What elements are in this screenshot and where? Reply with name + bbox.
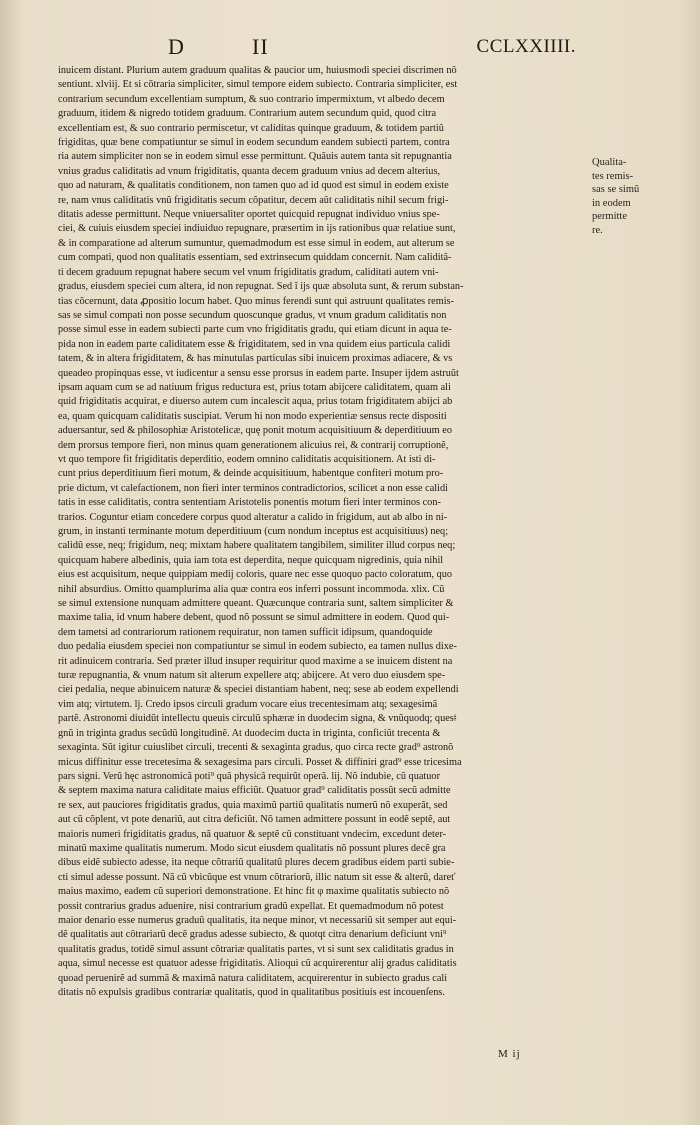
text-line: sas se simul compati non posse secundum quoscunque gradus, vt vnum gradum caliditatis non — [58, 309, 447, 321]
text-line: ria autem simpliciter non se in eodem simul esse permittunt. Quãuis autem tanta sit repugnantia — [58, 151, 452, 163]
text-line: partẽ. Astronomi diuidũt intellectu queuis circulũ sphæræ in duodecim signa, & vnũquodq; quesǂ — [58, 713, 457, 725]
text-line: ciei, & cuiuis eiusdem speciei indiuiduo repugnare, præsertim in ijs rationibus quæ relatiue sunt, — [58, 223, 456, 235]
signature-letter: D — [168, 34, 185, 59]
text-line: aut cũ cõplent, vt pote denariũ, aut citra deficiũt. Nõ tamen admittere possunt in eodẽ septẽ, aut — [58, 814, 451, 826]
text-line: cunt prius deperditiuum fieri motum, & deinde acquisitiuum, habentque confiteri motum pro- — [58, 468, 444, 480]
text-line: calidũ esse, neq; frigidum, neq; mixtam habere qualitatem tangibilem, similiter illud corpus neq; — [58, 540, 456, 552]
text-line: inuicem distant. Plurium autem graduum qualitas & paucior um, huiusmodi speciei discrimen nõ — [58, 65, 457, 76]
text-line: quoad peruenirẽ ad summã & maximã natura caliditatem, acquirerentur in subiecto gradus cali — [58, 972, 448, 984]
text-line: queadeo propinquas esse, vt iudicentur a sensu esse prorsus in eadem parte. Insuper ijdem astruũt — [58, 367, 459, 379]
text-line: maxime talia, id vnum habere debent, quod nõ possunt se simul admittere in eodem. Quod qui- — [58, 612, 450, 624]
text-line: trarios. Coguntur etiam concedere corpus quod alteratur a calido in frigidum, aut ab albo in ni- — [58, 511, 448, 523]
folio-number: CCLXXIIII. — [476, 36, 576, 57]
text-line: vnius gradus caliditatis ad vnum frigiditatis, quanta decem graduum vnius ad decem alterius, — [58, 165, 441, 177]
text-line: grum, in instanti terminante motum deperditiuum (cum nondum inceptus est acquisitiuus) neq; — [58, 526, 449, 537]
text-line: nihil absurdius. Omitto quamplurima alia quæ contra eos inferri possunt incommoda. xlix. Cũ — [58, 583, 445, 595]
text-line: possit contrarius gradus aduenire, nisi contrarium gradũ expellat. Et quemadmodum nõ potest — [58, 900, 444, 912]
text-line: minatũ maxime qualitatis numerum. Modo sicut eiusdem qualitatis nõ possunt plures decẽ gra — [58, 842, 446, 854]
text-line: quo ad naturam, & qualitatis conditionem, non tamen quo ad id quod est simul in eodem existe — [58, 180, 449, 192]
marginal-note — [592, 156, 672, 237]
text-line: cti simul adesse possunt. Nã cũ vbicũque est vnum cõtrariorũ, illic natum sit esse & alterũ, dareť — [58, 871, 456, 883]
text-line: ciei pedalia, neque abinuicem naturæ & speciei distantiam habent, neq; sese ab eodem expellendi — [58, 684, 459, 696]
text-line: graduum, itidem & nigredo totidem graduum. Contrarium autem secundum quid, quod citra — [58, 108, 437, 120]
text-line: gradus, eiusdem speciei cum altera, id non repugnat. Sed ĩ ijs quæ absoluta sunt, & rerum substan- — [58, 281, 464, 293]
text-line: gnũ in triginta gradus secũdũ longitudinẽ. At duodecim ducta in triginta, conficiũt trecenta & — [58, 727, 441, 739]
text-line: quicquam habere albedinis, quia iam tota est deperdita, neque quicquam nigredinis, quia nihil — [58, 554, 444, 566]
marginal-note-line: Qualita- — [592, 157, 627, 168]
text-line: sexaginta. Sũt igitur cuiuslibet circuli, trecenti & sexaginta gradus, quo circa recte grad⁹ astronõ — [58, 742, 454, 754]
text-line: vt quo tempore fit frigiditatis deperditio, eodem omnino caliditatis acquisitionem. At isti di- — [58, 453, 436, 465]
text-line: tatis in esse caliditatis, contra sententiam Aristotelis ponentis motum fieri inter terminos con- — [58, 497, 441, 509]
text-line: ditatis adesse permittunt. Neque vniuersaliter oportet quicquid repugnat individuo vnius spe- — [58, 209, 440, 221]
text-line: aduersantur, sed & philosophiæ Aristotelicæ, quę ponit motum acquisitiuum & deperditiuum eo — [58, 425, 452, 437]
text-line: maius maximo, eadem cũ superiori demonstratione. Et hinc fit φ maxime qualitatis subiecto nõ — [58, 886, 450, 898]
text-line: tatem, & in altera frigiditatem, & has minutulas particulas sibi inuicem proximas adiacere, & vs — [58, 353, 453, 365]
text-line: posse simul esse in eadem subiecti parte cum vno frigiditatis gradu, qui etiam dicunt in aqua te- — [58, 324, 452, 336]
text-line: contrarium secundum excellentiam sumptum, & suo contrario impermixtum, vt albedo decem — [58, 93, 445, 105]
text-line: dem tametsi ad contrariorum rationem requiratur, non tamen sufficit idipsum, quandoquide — [58, 626, 433, 638]
marginal-note-line: in eodem — [592, 197, 631, 209]
text-line: vim atq; virtutem. lj. Credo ipsos circuli gradum vocare eius trecentesimam atq; sexagesimã — [58, 698, 438, 710]
marginal-note-line: sas se simũ — [592, 184, 640, 195]
text-line: & in comparatione ad alterum sumuntur, quemadmodum est esse simul in eodem, aut alterum se — [58, 237, 455, 249]
text-line: maior denario esse numerus graduũ qualitatis, ita neque minor, vt necessariũ sit semper aut equi- — [58, 914, 457, 926]
text-line: dẽ qualitatis aut cõtrariarũ decẽ gradus adesse subiecto, & quotqt citra denarium deficiunt vni⁹ — [58, 929, 447, 941]
text-line: quid frigiditatis acquirat, e diuerso autem cum incalescit aqua, prius totam frigiditatem abijci ab — [58, 396, 453, 408]
text-line: qualitatis gradus, totidẽ simul assunt cõtrariæ qualitatis partes, vt si sunt sex caliditatis gradus in — [58, 943, 454, 955]
text-line: re sex, aut pauciores frigiditatis gradus, quia maximũ partiũ qualitatis numerũ nõ exuperãt, sed — [58, 799, 448, 811]
text-line: aqua, simul necesse est quatuor adesse frigiditatis. Alioqui cũ acquirerentur alij gradus caliditatis — [58, 958, 457, 970]
text-line: maioris numeri frigiditatis gradus, nã quatuor & septẽ cũ constituant vndecim, excedunt deter- — [58, 828, 447, 840]
text-line: se simul extensione nunquam admittere queant. Quæcunque contraria sunt, saltem simpliciter & — [58, 598, 454, 610]
main-text-block — [58, 64, 580, 1064]
text-line: duo pedalia eiusdem speciei non compatiuntur se simul in eodem subiecto, ea tamen nullus dixe- — [58, 641, 457, 653]
text-line: ti decem graduum repugnat habere secum vel vnum frigiditatis gradum, caliditati autem vni- — [58, 266, 439, 278]
text-line: tias cõcernunt, data ꝓpositio locum habet. Quo minus ferendi sunt qui astruunt qualitates remis- — [58, 295, 455, 307]
text-line: ditatis nõ expulsis gradibus contrariæ qualitatis, quod in qualitatibus positiuis est incouenſens. — [58, 987, 445, 998]
text-line: frigiditas, quæ bene compatiuntur se simul in eodem secundum eandem subiecti partem, contra — [58, 137, 450, 149]
signature-numeral: II — [252, 34, 269, 59]
catchword: M ij — [498, 1048, 521, 1060]
marginal-note-line: tes remis- — [592, 170, 634, 182]
text-line: re, nam vnus caliditatis vnũ frigiditatis secum cõpatitur, decem aũt caliditatis nihil secum frigi- — [58, 194, 449, 206]
text-line: dibus eidẽ subiecto adesse, ita neque cõtrariũ qualitatũ plures decem gradibus eidem parti subie- — [58, 857, 455, 869]
text-line: prie dictum, vt calefactionem, non fieri inter terminos contradictorios, scilicet a non esse calidi — [58, 482, 449, 494]
marginal-note-line: permitte — [592, 211, 627, 222]
text-line: rit adinuicem contraria. Sed præter illud insuper requiritur quod maxime a se inuicem distent na — [58, 655, 453, 667]
text-line: pida non in eadem parte caliditatem esse & frigiditatem, sed in vna quidem eius particula calidi — [58, 338, 451, 350]
text-line: ea, quam quicquam caliditatis suscipiat. Verum hi non modo experientiæ sensus recte dispositi — [58, 410, 447, 422]
running-header — [160, 34, 576, 60]
text-line: eius est acquisitum, neque quippiam medij coloris, quare nec esse quoquo pacto coloratum, quo — [58, 569, 453, 581]
text-line: turæ repugnantia, & vnum natum sit alterum expellere atq; abijcere. At vero duo eiusdem spe- — [58, 670, 446, 682]
text-line: excellentiam est, & suo contrario permiscetur, vt caliditas quinque graduum, & totidem partiũ — [58, 122, 444, 134]
text-line: & septem maxima natura caliditate maius efficiũt. Quatuor grad⁹ caliditatis possũt secũ admitte — [58, 785, 451, 797]
text-line: micus diffinitur esse trecetesima & sexagesima pars circuli. Posset & diffiniri grad⁹ esse tricesima — [58, 756, 462, 768]
text-line: cum compati, quod non qualitatis essentiam, sed extrinsecum quiddam concernit. Nam caliditã- — [58, 252, 452, 264]
text-line: ipsam aquam cum se ad natiuum frigus reductura est, prius totam abijcere caliditatem, quam ali — [58, 381, 451, 393]
text-line: pars signi. Verũ hęc astronomicã poti⁹ quã physicã requirũt operã. lij. Nõ indubie, cũ quatuor — [58, 770, 440, 782]
text-line: dem prorsus tempore fieri, non minus quam generationem alicuius rei, & contrarij corruptionẽ, — [58, 439, 449, 451]
text-line: sentiunt. xlviij. Et si cõtraria simpliciter, simul tempore eidem subiecto. Contraria simpliciter, est — [58, 79, 458, 91]
marginal-note-line: re. — [592, 224, 603, 236]
